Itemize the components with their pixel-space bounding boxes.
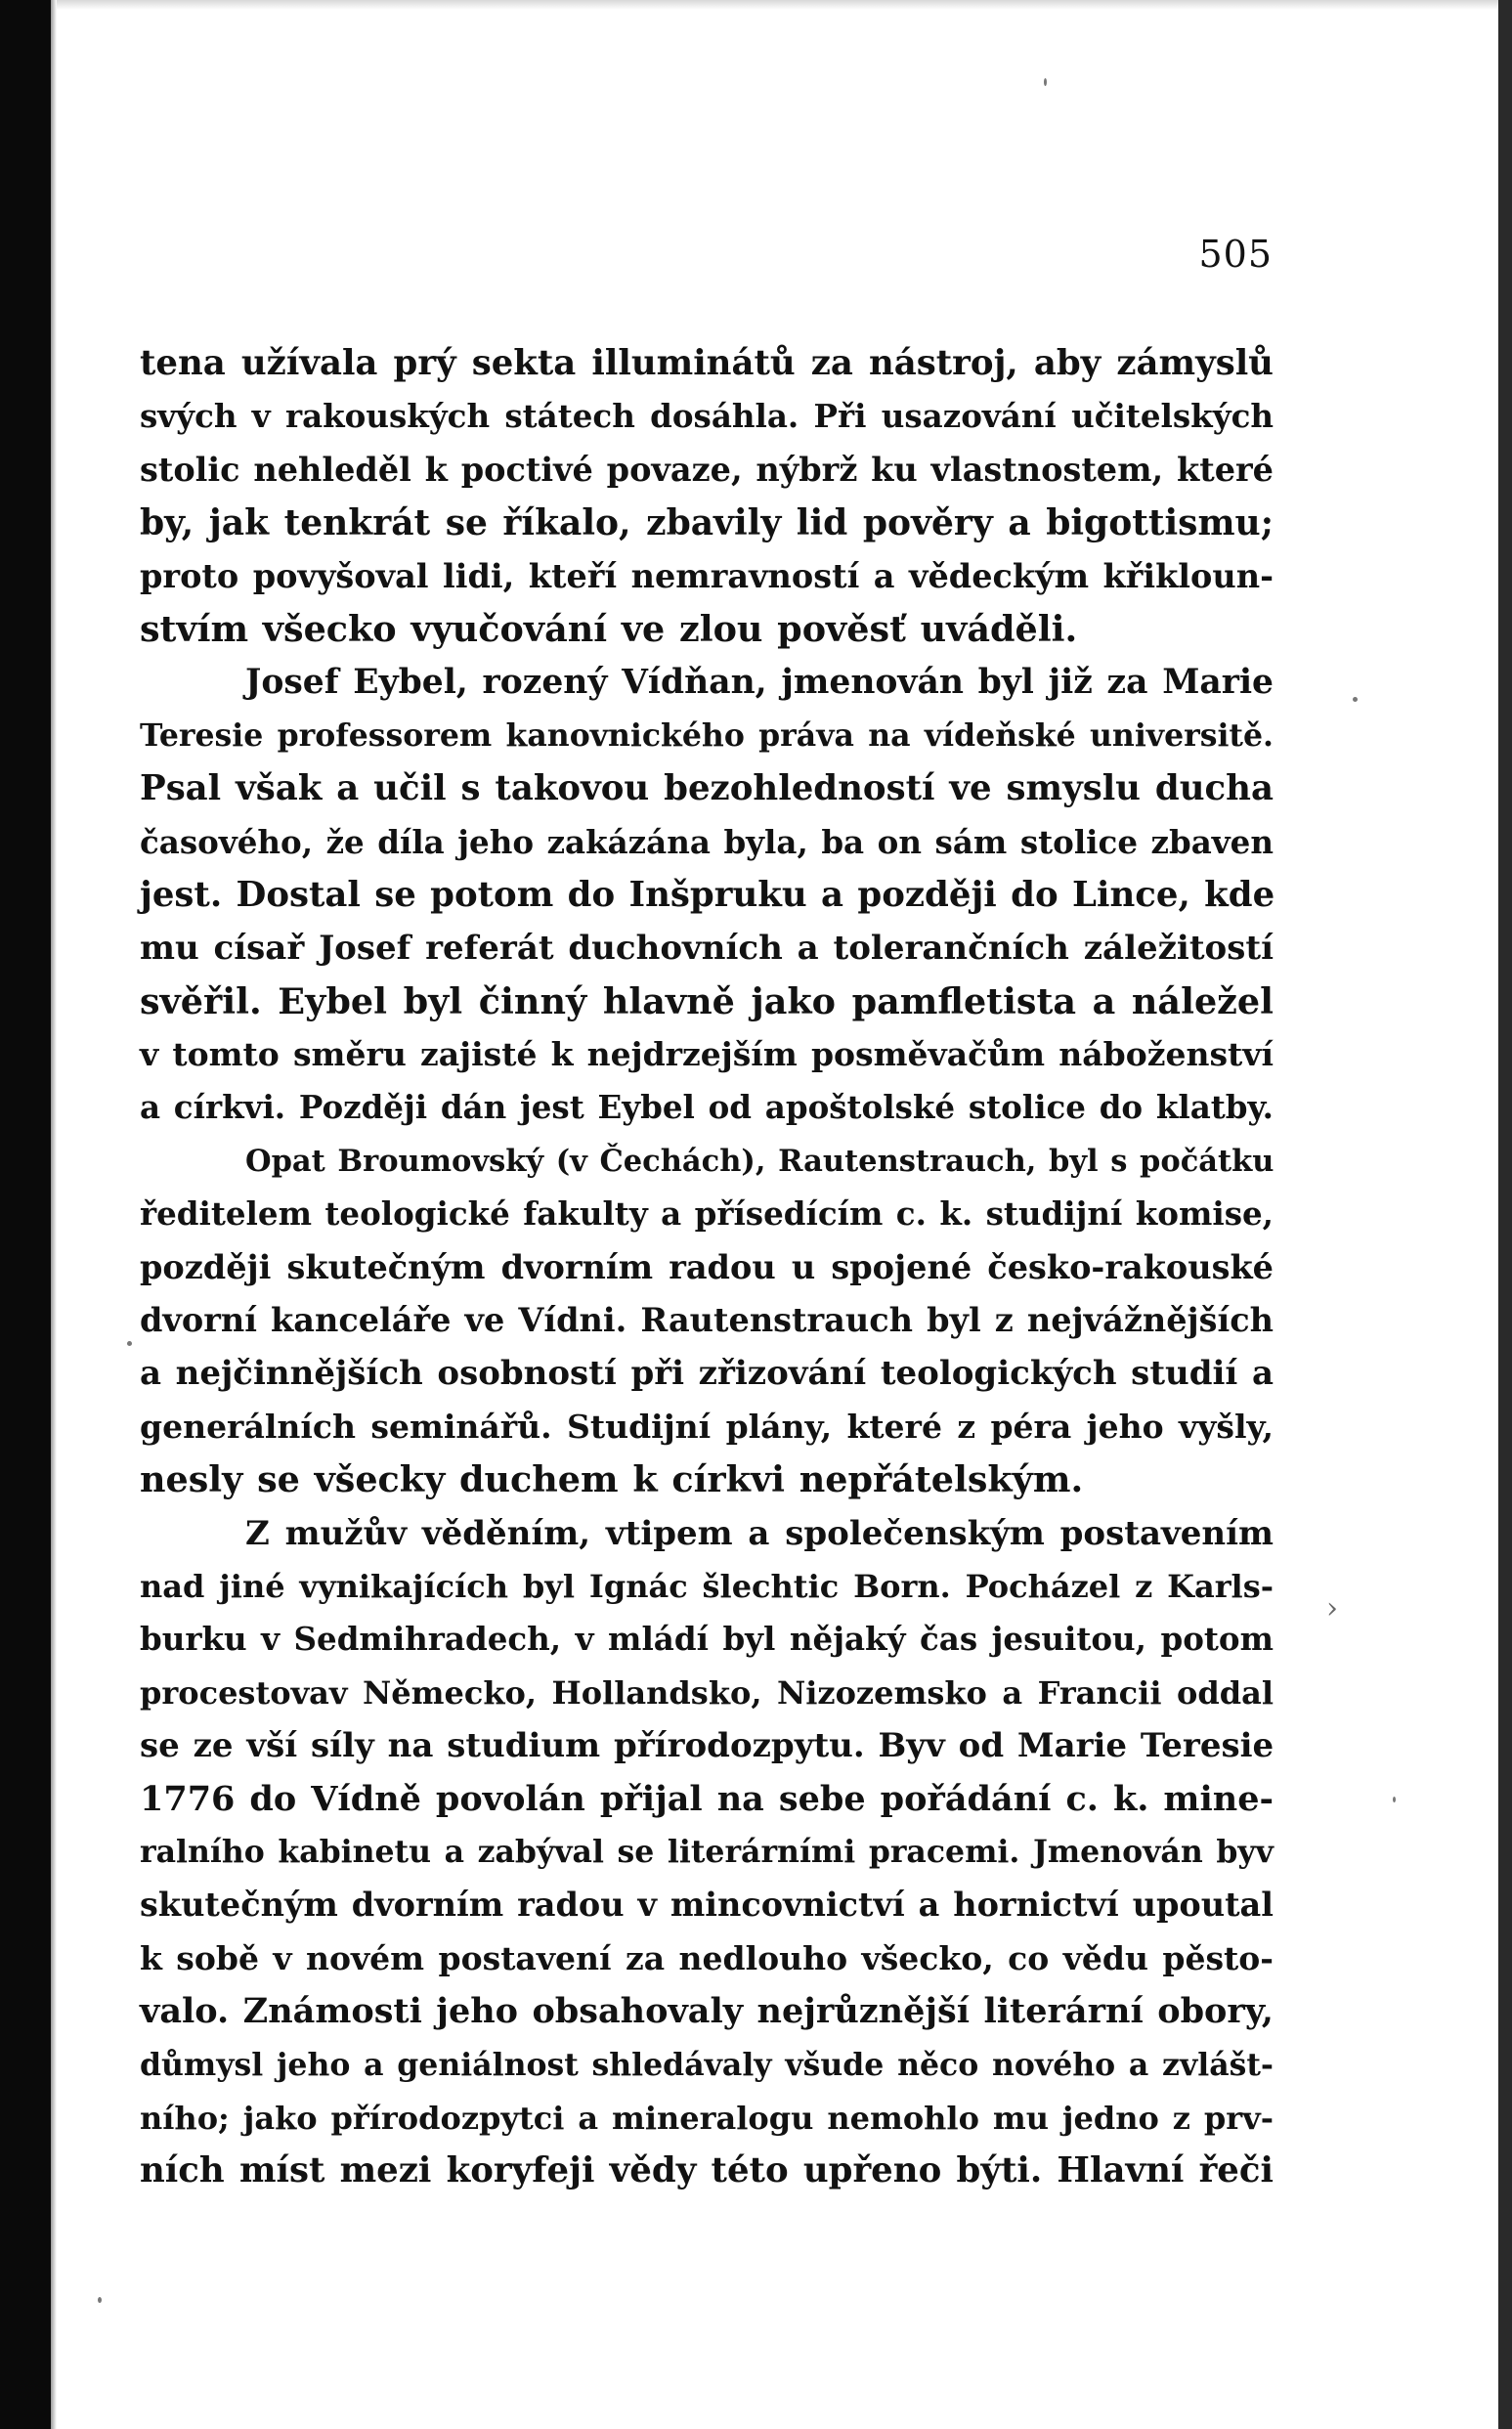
margin-mark: › (1326, 1591, 1338, 1626)
text-line: Teresie professorem kanovnického práva na vídeňské universitě. (140, 716, 1274, 754)
text-line: by, jak tenkrát se říkalo, zbavily lid pověry a bigottismu; (140, 502, 1274, 544)
text-line: procestovav Německo, Hollandsko, Nizozemsko a Francii oddal (140, 1673, 1274, 1712)
scan-speck (1044, 78, 1047, 86)
text-line: ního; jako přírodozpytci a mineralogu nemohlo mu jedno z prv- (140, 2099, 1274, 2137)
scan-speck (127, 1341, 132, 1346)
text-line: valo. Známosti jeho obsahovaly nejrůznější literární obory, (140, 1991, 1274, 2032)
text-line: burku v Sedmihradech, v mládí byl nějaký čas jesuitou, potom (140, 1620, 1274, 1659)
text-line: a nejčinnějších osobností při zřizování teologických studií a (140, 1354, 1274, 1394)
text-line: a církvi. Později dán jest Eybel od apoštolské stolice do klatby. (140, 1088, 1274, 1127)
text-line: proto povyšoval lidi, kteří nemravností a vědeckým křikloun- (140, 556, 1274, 595)
text-line: stolic nehleděl k poctivé povaze, nýbrž ku vlastnostem, které (140, 450, 1274, 489)
text-line: mu císař Josef referát duchovních a tolerančních záležitostí (140, 929, 1274, 969)
text-line: dvorní kanceláře ve Vídni. Rautenstrauch byl z nejvážnějších (140, 1301, 1274, 1340)
text-line: skutečným dvorním radou v mincovnictví a hornictví upoutal (140, 1886, 1274, 1925)
text-line: svých v rakouských státech dosáhla. Při usazování učitelských (140, 397, 1274, 436)
scan-left-border (0, 0, 51, 2429)
text-line: ních míst mezi koryfeji vědy této upřeno býti. Hlavní řeči (140, 2150, 1274, 2191)
text-line: v tomto směru zajisté k nejdrzejším posměvačům náboženství (140, 1035, 1274, 1074)
text-line: Z mužův věděním, vtipem a společenským postavením (245, 1513, 1274, 1553)
text-line: svěřil. Eybel byl činný hlavně jako pamfletista a náležel (140, 979, 1274, 1022)
page-top-edge (0, 0, 1512, 10)
scan-left-shadow (51, 0, 57, 2429)
text-line: jest. Dostal se potom do Inšpruku a později do Lince, kde (140, 874, 1275, 915)
text-line: 1776 do Vídně povolán přijal na sebe pořádání c. k. mine- (140, 1778, 1274, 1819)
text-line: nad jiné vynikajících byl Ignác šlechtic Born. Pocházel z Karls- (140, 1567, 1274, 1605)
page-number: 505 (1198, 233, 1273, 276)
text-line: důmysl jeho a geniálnost shledávaly všude něco nového a zvlášt- (140, 2046, 1274, 2083)
scan-speck (1353, 697, 1358, 702)
body-text (140, 337, 1274, 2198)
text-line: později skutečným dvorním radou u spojené česko-rakouské (140, 1247, 1274, 1286)
text-line: k sobě v novém postavení za nedlouho všecko, co vědu pěsto- (140, 1938, 1274, 1977)
text-line: ralního kabinetu a zabýval se literárními pracemi. Jmenován byv (140, 1833, 1274, 1870)
text-line: tena užívala prý sekta illuminátů za nástroj, aby zámyslů (140, 343, 1274, 383)
text-line: Psal však a učil s takovou bezohledností ve smyslu ducha (140, 768, 1274, 809)
text-line: ředitelem teologické fakulty a přísedícím c. k. studijní komise, (140, 1194, 1274, 1234)
text-line: Josef Eybel, rozený Vídňan, jmenován byl již za Marie (245, 663, 1274, 703)
text-line: nesly se všecky duchem k církvi nepřátelským. (140, 1458, 1084, 1501)
text-line: stvím všecko vyučování ve zlou pověsť uváděli. (140, 607, 1078, 650)
scan-right-border (1498, 0, 1512, 2429)
scan-speck (98, 2297, 102, 2303)
text-line: generálních seminářů. Studijní plány, které z péra jeho vyšly, (140, 1407, 1274, 1446)
text-line: se ze vší síly na studium přírodozpytu. Byv od Marie Teresie (140, 1726, 1274, 1766)
text-line: časového, že díla jeho zakázána byla, ba on sám stolice zbaven (140, 822, 1274, 861)
scan-speck (1393, 1797, 1396, 1802)
text-line: Opat Broumovský (v Čechách), Rautenstrauch, byl s počátku (245, 1143, 1274, 1179)
